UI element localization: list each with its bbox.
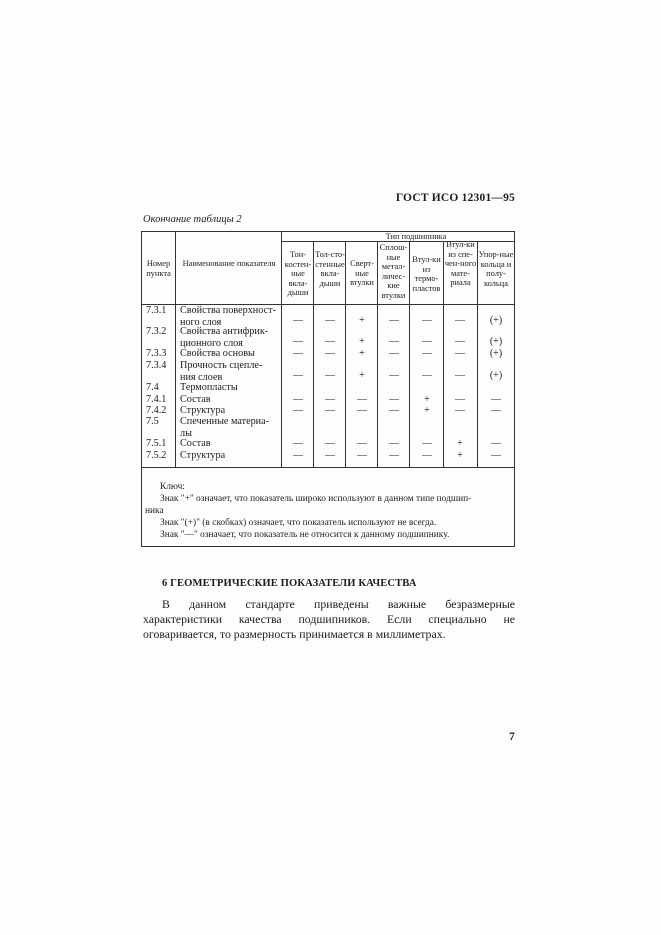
table-caption: Окончание таблицы 2 (143, 214, 242, 225)
row-name-cont: ния слоев (180, 372, 223, 383)
row-name: Прочность сцепле- (180, 360, 263, 371)
mark-cell: — (422, 450, 432, 461)
mark-cell: — (293, 370, 303, 381)
col-header-type-7: Упор-ные кольца и полу-кольца (478, 250, 514, 288)
col-header-type-2: Тол-сто-стенные вкла-дыши (315, 250, 345, 288)
row-name: Свойства основы (180, 348, 255, 359)
mark-cell: — (422, 336, 432, 347)
mark-cell: — (455, 336, 465, 347)
mark-cell: — (491, 394, 501, 405)
col-divider-2 (345, 241, 346, 467)
col-header-number: Номер пункта (146, 259, 171, 278)
row-name: Свойства поверхност- (180, 305, 276, 316)
mark-cell: — (422, 348, 432, 359)
mark-cell: — (491, 405, 501, 416)
mark-cell: — (455, 370, 465, 381)
mark-cell: — (422, 370, 432, 381)
col-header-type-4: Сплош-ные метал-личес-кие втулки (379, 243, 408, 300)
mark-cell: — (455, 405, 465, 416)
row-name: Структура (180, 405, 226, 416)
key-right-border (514, 467, 515, 547)
row-number: 7.3.4 (146, 360, 167, 371)
mark-cell: — (293, 438, 303, 449)
mark-cell: — (325, 394, 335, 405)
mark-cell: (+) (489, 315, 503, 326)
mark-cell: — (389, 438, 399, 449)
mark-cell: — (491, 438, 501, 449)
group-header: Тип подшипника (385, 232, 447, 241)
mark-cell: — (422, 438, 432, 449)
key-line-optional: Знак "(+)" (в скобках) означает, что показатель используют не всегда. (160, 518, 437, 528)
row-name-cont: ционного слоя (180, 338, 243, 349)
mark-cell: + (424, 394, 430, 405)
col-divider-num (175, 231, 176, 467)
mark-cell: — (293, 394, 303, 405)
section-title: 6 ГЕОМЕТРИЧЕСКИЕ ПОКАЗАТЕЛИ КАЧЕСТВА (162, 578, 417, 589)
row-number: 7.4 (146, 382, 159, 393)
mark-cell: + (359, 348, 365, 359)
mark-cell: — (389, 394, 399, 405)
row-number: 7.4.2 (146, 405, 167, 416)
mark-cell: — (325, 315, 335, 326)
key-line-plus-cont: ника (145, 506, 164, 516)
mark-cell: — (389, 315, 399, 326)
mark-cell: (+) (489, 348, 503, 359)
table-key (141, 467, 515, 547)
standard-header: ГОСТ ИСО 12301—95 (395, 192, 515, 204)
mark-cell: (+) (489, 370, 503, 381)
col-header-name: Наименование показателя (182, 259, 276, 268)
mark-cell: + (424, 405, 430, 416)
row-number: 7.4.1 (146, 394, 167, 405)
row-name: Состав (180, 438, 211, 449)
col-header-type-5: Втул-ки из термо-пластов (412, 255, 441, 293)
row-name: Спеченные материа- (180, 416, 270, 427)
mark-cell: — (455, 315, 465, 326)
page-number: 7 (509, 731, 515, 743)
mark-cell: — (325, 336, 335, 347)
key-line-plus: Знак "+" означает, что показатель широко используют в данном типе подшип- (160, 494, 472, 504)
mark-cell: — (389, 348, 399, 359)
mark-cell: — (389, 336, 399, 347)
col-header-type-1: Тон-костен-ные вкла-дыши (284, 250, 312, 298)
row-number: 7.3.3 (146, 348, 167, 359)
row-name: Термопласты (180, 382, 238, 393)
key-bottom-border (141, 546, 515, 547)
row-number: 7.5 (146, 416, 159, 427)
mark-cell: — (491, 450, 501, 461)
col-divider-name (281, 231, 282, 467)
row-number: 7.5.2 (146, 450, 167, 461)
mark-cell: — (325, 450, 335, 461)
row-name: Структура (180, 450, 226, 461)
row-name: Состав (180, 394, 211, 405)
col-header-type-3: Сверт-ные втулки (350, 259, 374, 288)
mark-cell: — (293, 450, 303, 461)
mark-cell: — (389, 370, 399, 381)
mark-cell: — (357, 438, 367, 449)
mark-cell: + (457, 438, 463, 449)
mark-cell: — (325, 370, 335, 381)
mark-cell: (+) (489, 336, 503, 347)
table-right-border (514, 231, 515, 467)
row-name-cont: лы (180, 428, 192, 439)
mark-cell: — (293, 336, 303, 347)
mark-cell: — (455, 394, 465, 405)
row-number: 7.3.1 (146, 305, 167, 316)
key-title: Ключ: (160, 482, 185, 492)
mark-cell: — (357, 394, 367, 405)
col-header-type-6: Втул-ки из спе-чен-ного мате-риала (444, 240, 477, 288)
row-number: 7.3.2 (146, 326, 167, 337)
mark-cell: — (357, 405, 367, 416)
row-name: Свойства антифрик- (180, 326, 269, 337)
bearing-properties-table (141, 231, 515, 467)
mark-cell: — (325, 438, 335, 449)
mark-cell: — (389, 450, 399, 461)
mark-cell: — (325, 405, 335, 416)
mark-cell: — (389, 405, 399, 416)
mark-cell: + (359, 336, 365, 347)
mark-cell: — (455, 348, 465, 359)
mark-cell: — (422, 315, 432, 326)
row-number: 7.5.1 (146, 438, 167, 449)
key-top-border (141, 467, 515, 468)
row-name-cont: ного слоя (180, 317, 222, 328)
section-paragraph: В данном стандарте приведены важные безразмерные характеристики качества подшипников. Если специально не оговаривается, то размерность принимается в миллиметрах. (143, 597, 515, 642)
mark-cell: — (357, 450, 367, 461)
key-left-border (141, 467, 142, 547)
mark-cell: — (293, 405, 303, 416)
mark-cell: + (359, 315, 365, 326)
mark-cell: + (359, 370, 365, 381)
mark-cell: — (325, 348, 335, 359)
col-divider-1 (313, 241, 314, 467)
key-line-dash: Знак "—" означает, что показатель не относится к данному подшипнику. (160, 530, 450, 540)
mark-cell: + (457, 450, 463, 461)
mark-cell: — (293, 348, 303, 359)
mark-cell: — (293, 315, 303, 326)
